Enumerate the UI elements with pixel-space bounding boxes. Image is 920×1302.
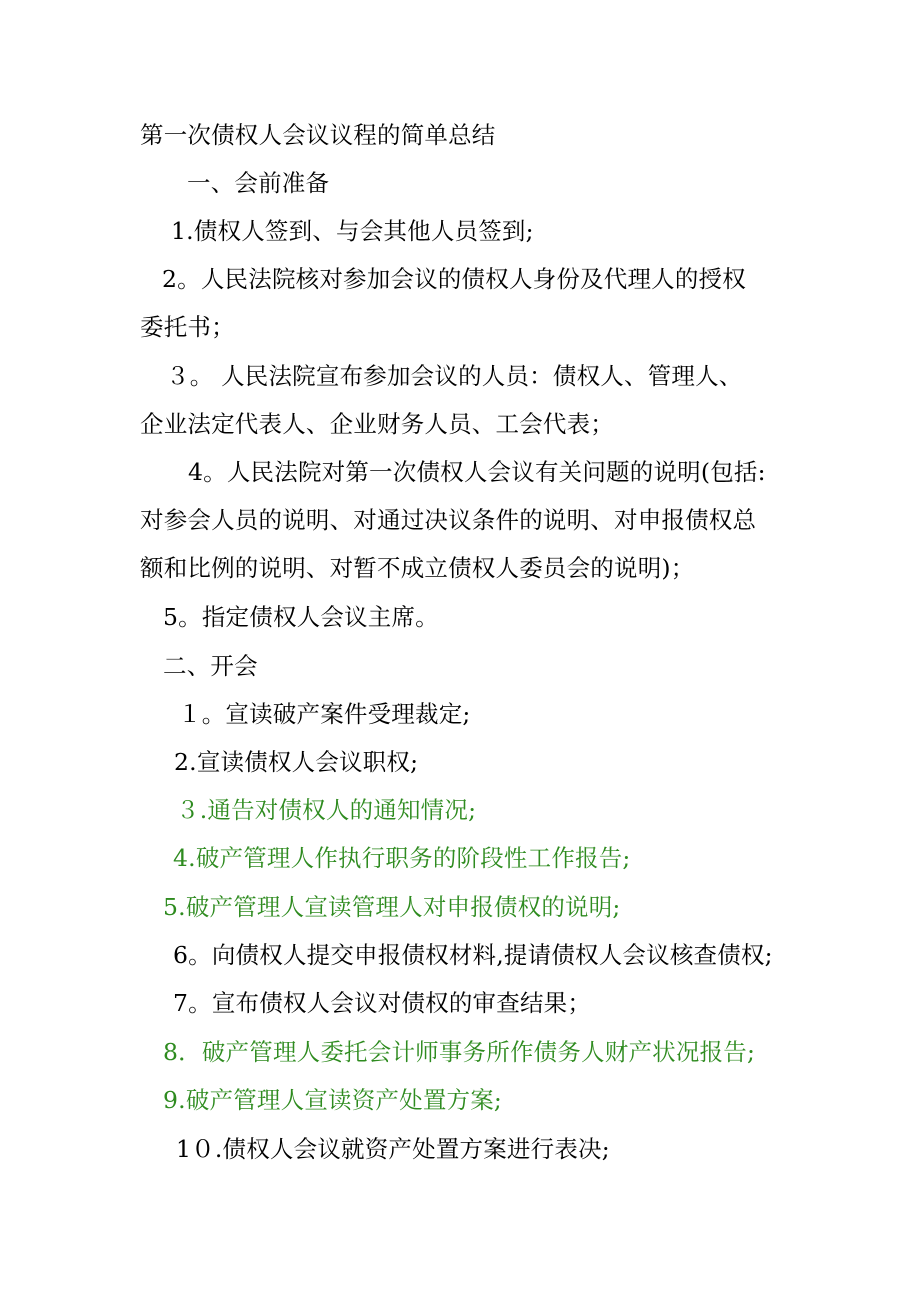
- prep-item-3-continued: 企业法定代表人、企业财务人员、工会代表；: [140, 410, 614, 438]
- prep-item-2-continued: 委托书；: [140, 313, 235, 341]
- prep-item-4-continued-2: 额和比例的说明、对暂不成立债权人委员会的说明)；: [140, 554, 695, 582]
- meeting-item-7: 7。宣布债权人会议对债权的审查结果；: [173, 989, 592, 1017]
- prep-item-3: ３。 人民法院宣布参加会议的人员：债权人、管理人、: [166, 362, 743, 390]
- meeting-item-6: 6。向债权人提交申报债权材料,提请债权人会议核查债权;: [173, 941, 773, 969]
- meeting-item-4: 4.破产管理人作执行职务的阶段性工作报告;: [173, 844, 631, 872]
- meeting-item-2: 2.宣读债权人会议职权;: [174, 748, 419, 776]
- meeting-item-8: 8．破产管理人委托会计师事务所作债务人财产状况报告;: [163, 1038, 756, 1066]
- prep-item-2: 2。人民法院核对参加会议的债权人身份及代理人的授权: [162, 265, 746, 293]
- meeting-item-10: 1０.债权人会议就资产处置方案进行表决;: [176, 1135, 610, 1163]
- prep-item-5: 5。指定债权人会议主席。: [163, 603, 439, 631]
- prep-item-4: 4。人民法院对第一次债权人会议有关问题的说明(包括:: [188, 458, 766, 486]
- prep-item-4-continued: 对参会人员的说明、对通过决议条件的说明、对申报债权总: [140, 506, 757, 534]
- meeting-item-9: 9.破产管理人宣读资产处置方案;: [163, 1086, 503, 1114]
- meeting-item-1: １。宣读破产案件受理裁定;: [178, 700, 471, 728]
- section-heading-meeting: 二、开会: [163, 652, 258, 680]
- section-heading-preparation: 一、会前准备: [187, 169, 330, 197]
- document-title: 第一次债权人会议议程的简单总结: [140, 121, 496, 149]
- prep-item-1: 1.债权人签到、与会其他人员签到;: [171, 217, 534, 245]
- meeting-item-5: 5.破产管理人宣读管理人对申报债权的说明;: [163, 893, 621, 921]
- meeting-item-3: ３.通告对债权人的通知情况;: [176, 796, 477, 824]
